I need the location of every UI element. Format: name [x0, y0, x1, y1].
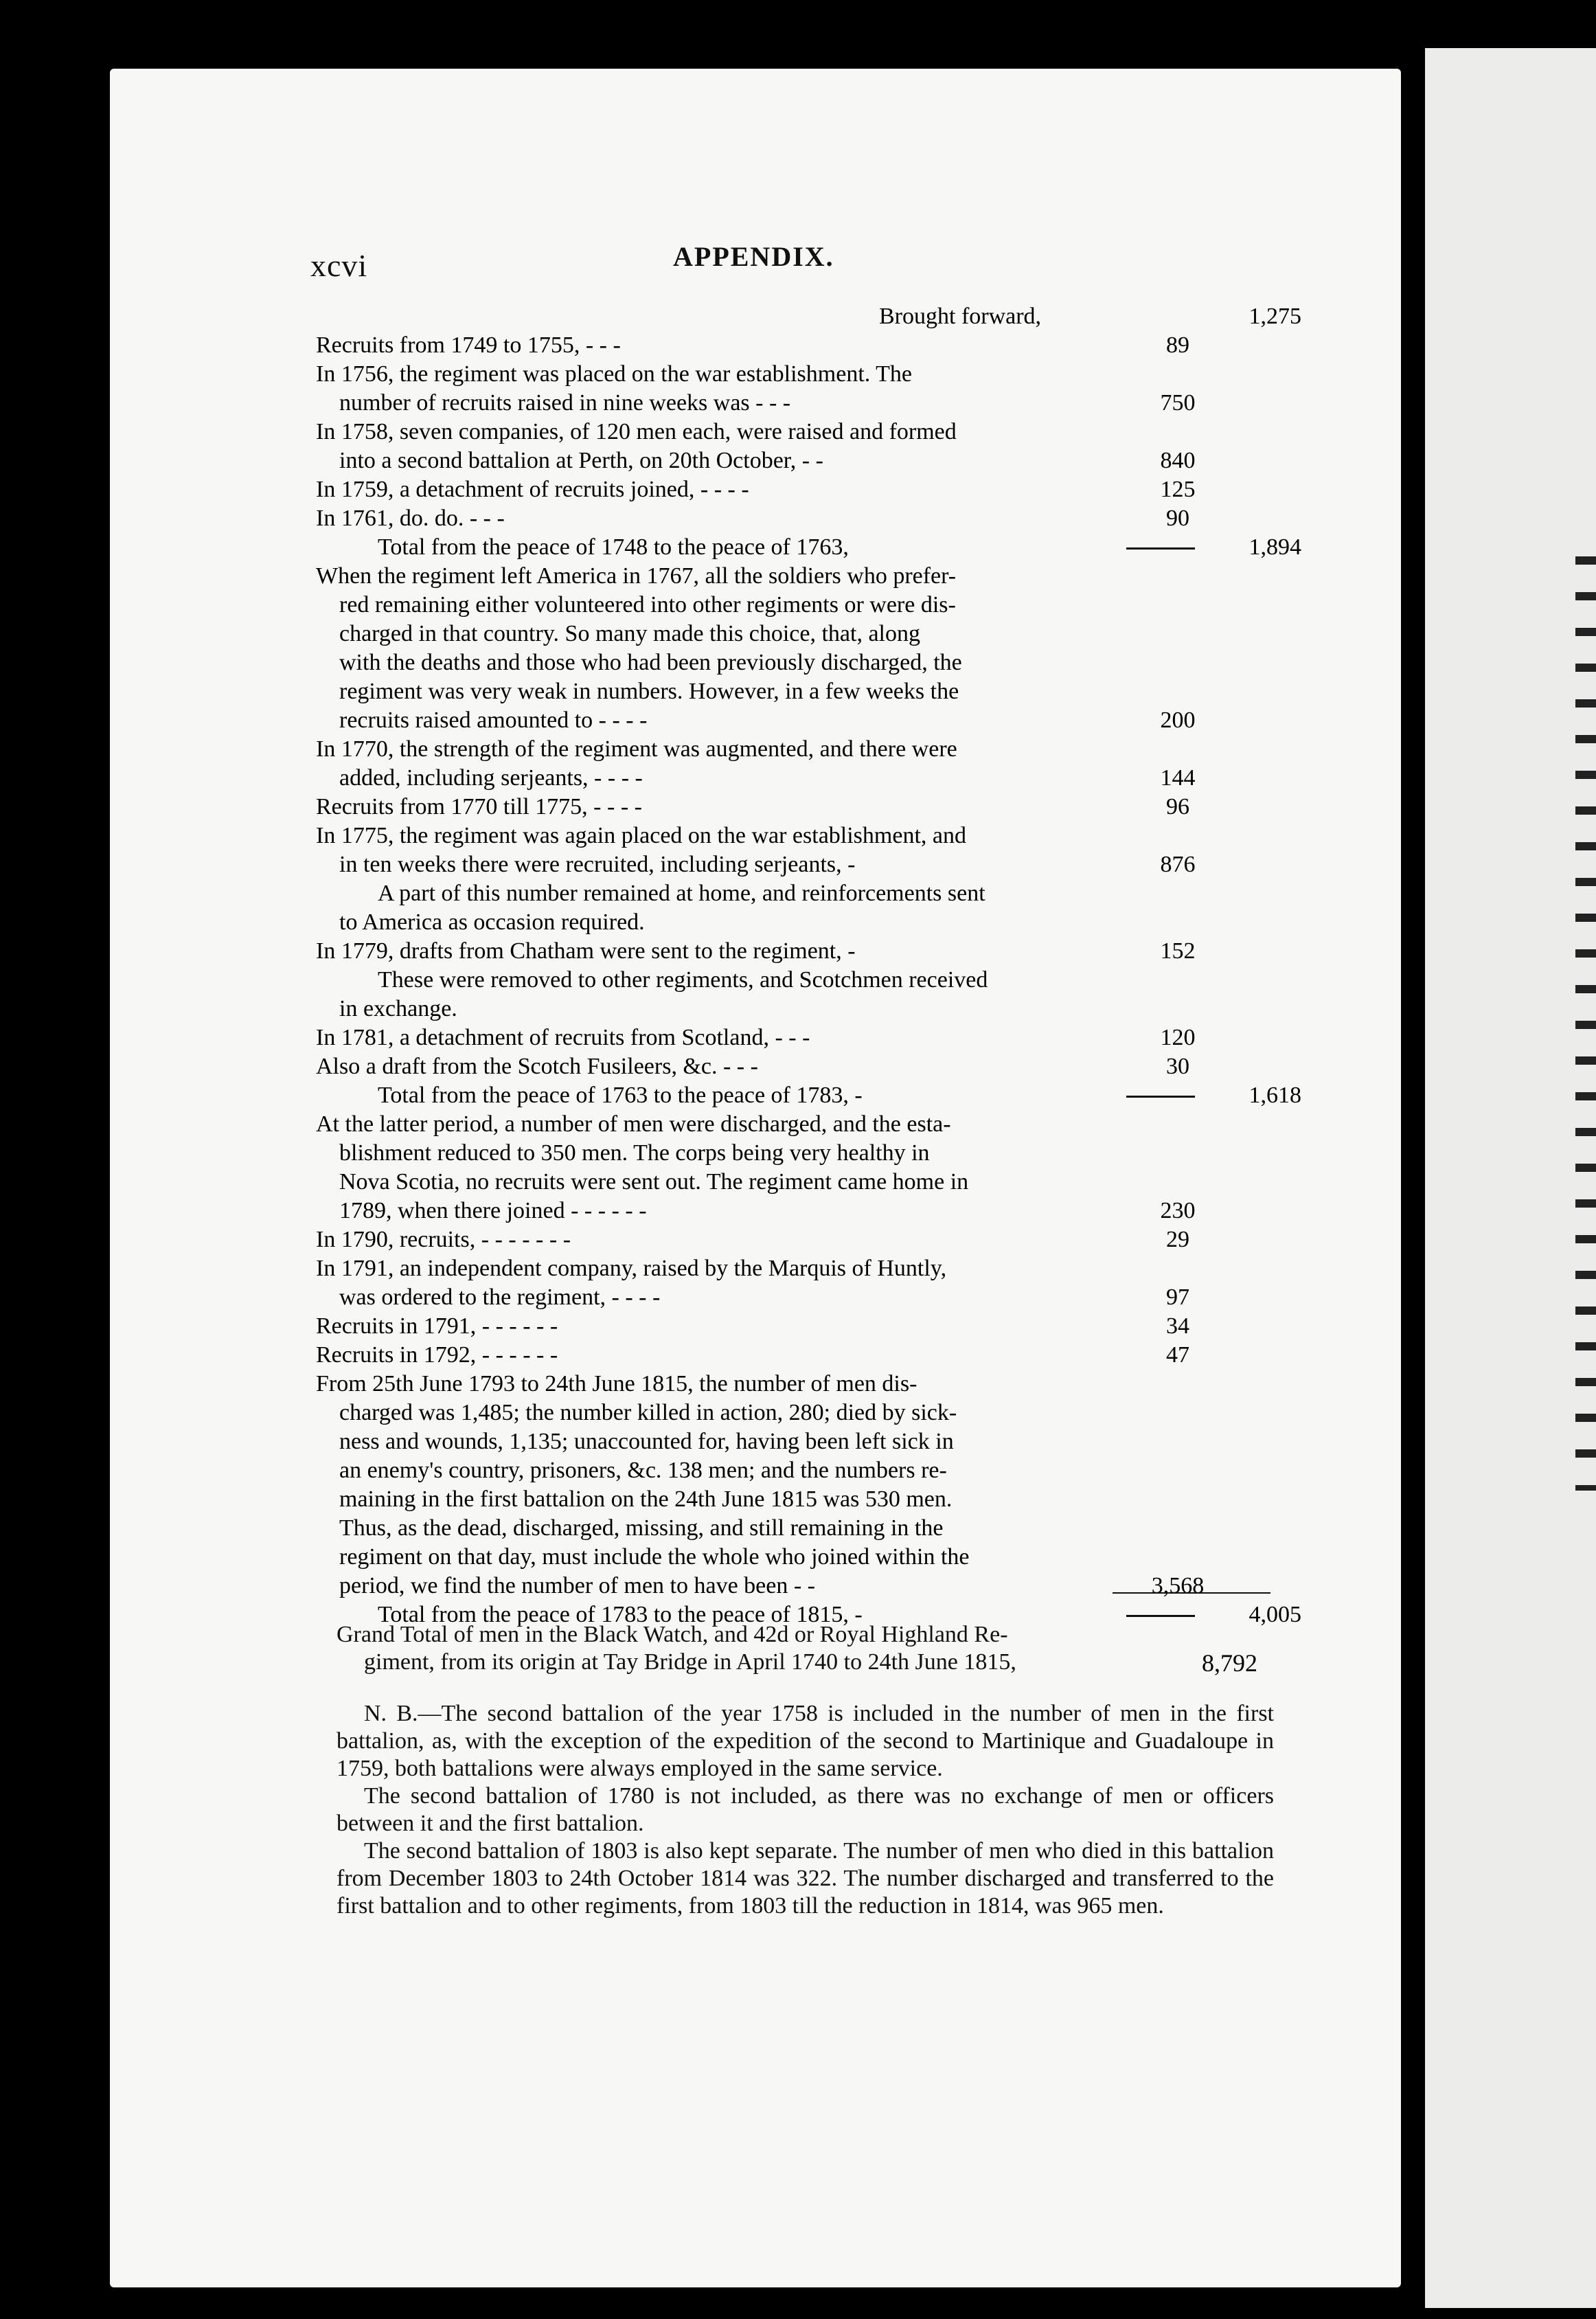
- row-text: In 1759, a detachment of recruits joined, - - - -: [316, 477, 749, 502]
- row-text: Brought forward,: [879, 304, 1042, 329]
- row-text: in exchange.: [339, 996, 457, 1021]
- row-text: In 1781, a detachment of recruits from Scotland, - - -: [316, 1025, 810, 1050]
- row-text: In 1756, the regiment was placed on the war establishment. The: [316, 361, 913, 387]
- row-text: Recruits from 1770 till 1775, - - - -: [316, 794, 642, 819]
- row-text: regiment was very weak in numbers. However, in a few weeks the: [339, 679, 959, 704]
- row-text: ness and wounds, 1,135; unaccounted for, having been left sick in: [339, 1429, 954, 1454]
- table-row: [316, 677, 1277, 706]
- row-subtotal: 47: [1166, 1342, 1189, 1368]
- grand-total-line2: giment, from its origin at Tay Bridge in April 1740 to 24th June 1815,: [364, 1649, 1016, 1675]
- table-row: [316, 879, 1277, 908]
- table-row: [316, 1341, 1277, 1370]
- total-dash: [1126, 1096, 1195, 1098]
- row-subtotal: 152: [1160, 938, 1196, 964]
- row-text: From 25th June 1793 to 24th June 1815, the number of men dis-: [316, 1371, 917, 1396]
- table-row: [316, 1254, 1277, 1283]
- row-text: in ten weeks there were recruited, including serjeants, -: [339, 852, 856, 877]
- note-paragraph: N. B.—The second battalion of the year 1758 is included in the number of men in the first battalion, as, with the exception of the expedition of the second to Martinique and Guadaloupe in 1759, both battalions were always employed in the same service.: [337, 1701, 1274, 1781]
- table-row: [316, 1283, 1277, 1312]
- table-row: [316, 1370, 1277, 1399]
- row-text: Nova Scotia, no recruits were sent out. The regiment came home in: [339, 1169, 969, 1195]
- table-row: [316, 937, 1277, 966]
- row-subtotal: 200: [1160, 708, 1196, 733]
- row-total: 4,005: [1249, 1602, 1301, 1627]
- row-subtotal: 3,568: [1151, 1573, 1205, 1598]
- row-subtotal: 89: [1166, 332, 1189, 358]
- facing-page-edge: [1425, 48, 1596, 2308]
- row-text: charged in that country. So many made this choice, that, along: [339, 621, 920, 646]
- notes-section: [337, 1700, 1274, 1920]
- row-subtotal: 96: [1166, 794, 1189, 819]
- table-row: [316, 1139, 1277, 1168]
- row-text: recruits raised amounted to - - - -: [339, 708, 648, 733]
- recruit-table: [316, 302, 1301, 1629]
- row-subtotal: 90: [1166, 506, 1189, 531]
- row-text: Total from the peace of 1783 to the peace of 1815, -: [378, 1602, 863, 1627]
- row-text: regiment on that day, must include the whole who joined within the: [339, 1544, 970, 1570]
- row-text: charged was 1,485; the number killed in action, 280; died by sick-: [339, 1400, 957, 1425]
- row-text: In 1758, seven companies, of 120 men each, were raised and formed: [316, 419, 957, 444]
- table-row: [316, 591, 1277, 620]
- row-text: to America as occasion required.: [339, 909, 645, 935]
- grand-total-line1: Grand Total of men in the Black Watch, and 42d or Royal Highland Re-: [337, 1622, 1008, 1647]
- table-row: [316, 1168, 1277, 1197]
- grand-total: [337, 1621, 1257, 1676]
- row-subtotal: 30: [1166, 1054, 1189, 1079]
- table-row: [316, 1514, 1277, 1543]
- row-text: Recruits in 1791, - - - - - -: [316, 1313, 558, 1339]
- table-row: [316, 389, 1277, 418]
- row-text: In 1761, do. do. - - -: [316, 506, 505, 531]
- row-text: When the regiment left America in 1767, all the soldiers who prefer-: [316, 563, 957, 589]
- table-row: [316, 1110, 1277, 1139]
- row-text: A part of this number remained at home, and reinforcements sent: [378, 881, 985, 906]
- row-text: In 1775, the regiment was again placed on the war establishment, and: [316, 823, 966, 848]
- table-row: [316, 446, 1277, 475]
- table-row: [316, 302, 1301, 331]
- table-row: [316, 1485, 1277, 1514]
- table-row: [316, 1399, 1277, 1427]
- row-text: Total from the peace of 1748 to the peace of 1763,: [378, 534, 849, 560]
- table-row: [316, 966, 1277, 995]
- total-underline: [1113, 1592, 1270, 1594]
- table-row: [316, 735, 1277, 764]
- row-text: with the deaths and those who had been previously discharged, the: [339, 650, 962, 675]
- row-subtotal: 34: [1166, 1313, 1189, 1339]
- row-text: Recruits in 1792, - - - - - -: [316, 1342, 558, 1368]
- row-text: blishment reduced to 350 men. The corps being very healthy in: [339, 1140, 930, 1166]
- row-text: Recruits from 1749 to 1755, - - -: [316, 332, 621, 358]
- grand-total-value: 8,792: [1202, 1649, 1257, 1677]
- table-row: [316, 1456, 1277, 1485]
- row-subtotal: 120: [1160, 1025, 1196, 1050]
- table-row: [316, 908, 1277, 937]
- table-row: [316, 1312, 1277, 1341]
- table-row: [316, 504, 1277, 533]
- table-row: [316, 1543, 1277, 1572]
- table-row: [316, 533, 1301, 562]
- row-text: period, we find the number of men to have been - -: [339, 1573, 815, 1598]
- row-text: 1789, when there joined - - - - - -: [339, 1198, 647, 1223]
- total-dash: [1126, 547, 1195, 550]
- table-row: [316, 1225, 1277, 1254]
- row-text: In 1791, an independent company, raised by the Marquis of Huntly,: [316, 1256, 947, 1281]
- row-total: 1,894: [1249, 534, 1301, 560]
- table-row: [316, 764, 1277, 793]
- row-text: maining in the first battalion on the 24th June 1815 was 530 men.: [339, 1486, 953, 1512]
- row-text: Total from the peace of 1763 to the peace of 1783, -: [378, 1083, 863, 1108]
- row-subtotal: 125: [1160, 477, 1196, 502]
- table-row: [316, 418, 1277, 446]
- table-row: [316, 331, 1277, 360]
- table-row: [316, 475, 1277, 504]
- table-row: [316, 995, 1277, 1023]
- row-text: number of recruits raised in nine weeks was - - -: [339, 390, 791, 416]
- table-row: [316, 648, 1277, 677]
- table-row: [316, 620, 1277, 648]
- total-dash: [1126, 1615, 1195, 1617]
- row-text: was ordered to the regiment, - - - -: [339, 1285, 661, 1310]
- row-text: an enemy's country, prisoners, &c. 138 men; and the numbers re-: [339, 1458, 947, 1483]
- row-subtotal: 97: [1166, 1285, 1189, 1310]
- row-subtotal: 876: [1160, 852, 1196, 877]
- table-row: [316, 1427, 1277, 1456]
- table-row: [316, 822, 1277, 850]
- page-title: APPENDIX.: [673, 241, 834, 272]
- table-row: [316, 562, 1277, 591]
- row-subtotal: 29: [1166, 1227, 1189, 1252]
- row-total: 1,618: [1249, 1083, 1301, 1108]
- row-text: red remaining either volunteered into other regiments or were dis-: [339, 592, 956, 618]
- table-row: [316, 1023, 1277, 1052]
- row-subtotal: 230: [1160, 1198, 1196, 1223]
- row-text: Thus, as the dead, discharged, missing, and still remaining in the: [339, 1515, 944, 1541]
- row-text: In 1770, the strength of the regiment was augmented, and there were: [316, 736, 957, 762]
- note-paragraph: The second battalion of 1780 is not included, as there was no exchange of men or officers between it and the first battalion.: [337, 1783, 1274, 1836]
- table-row: [316, 1572, 1277, 1600]
- table-row: [316, 850, 1277, 879]
- table-row: [316, 1197, 1277, 1225]
- row-subtotal: 144: [1160, 765, 1196, 791]
- table-row: [316, 706, 1277, 735]
- facing-page-text-edge: [1575, 529, 1596, 1491]
- row-text: Also a draft from the Scotch Fusileers, &c. - - -: [316, 1054, 758, 1079]
- row-text: In 1779, drafts from Chatham were sent to the regiment, -: [316, 938, 856, 964]
- table-row: [316, 1081, 1301, 1110]
- row-text: added, including serjeants, - - - -: [339, 765, 643, 791]
- row-subtotal: 750: [1160, 390, 1196, 416]
- row-text: These were removed to other regiments, and Scotchmen received: [378, 967, 988, 993]
- row-text: into a second battalion at Perth, on 20th October, - -: [339, 448, 823, 473]
- row-text: In 1790, recruits, - - - - - - -: [316, 1227, 571, 1252]
- table-row: [316, 793, 1277, 822]
- table-row: [316, 360, 1277, 389]
- note-paragraph: The second battalion of 1803 is also kept separate. The number of men who died in this battalion from December 1803 to 24th October 1814 was 322. The number discharged and transferred to the first battalion and to other regiments, from 1803 till the reduction in 1814, was 965 men.: [337, 1838, 1274, 1919]
- row-text: At the latter period, a number of men were discharged, and the esta-: [316, 1111, 951, 1137]
- page-folio: xcvi: [310, 248, 368, 283]
- row-subtotal: 840: [1160, 448, 1196, 473]
- table-row: [316, 1052, 1277, 1081]
- row-total: 1,275: [1249, 304, 1301, 329]
